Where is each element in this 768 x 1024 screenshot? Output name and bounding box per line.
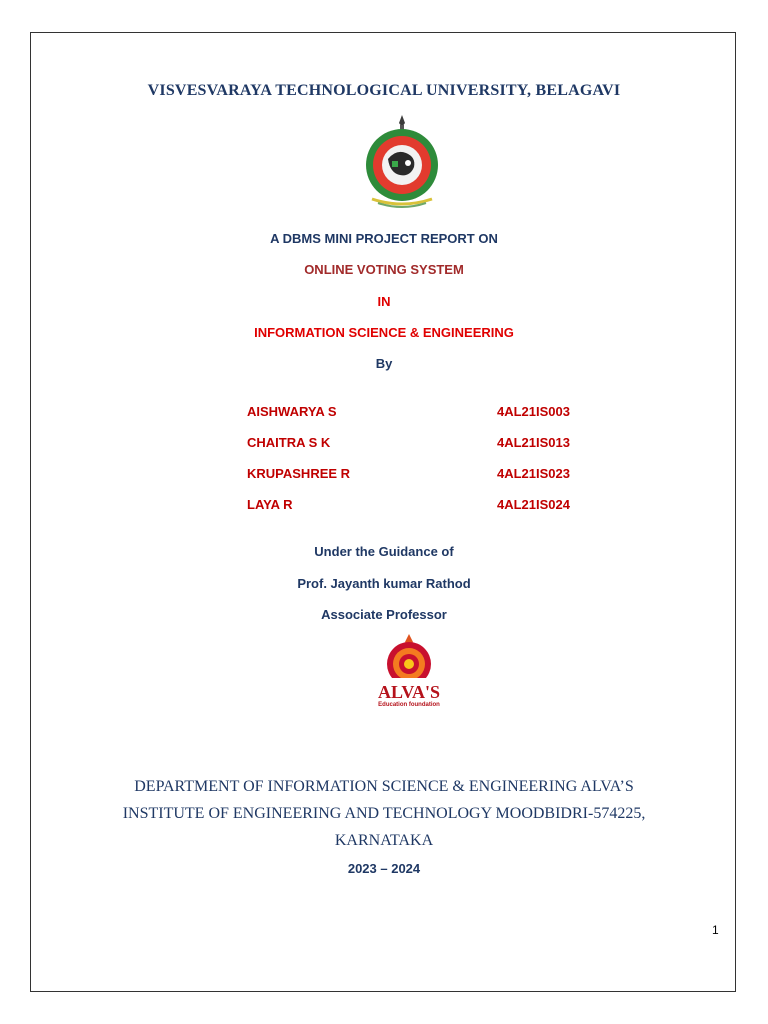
dept-line-3: KARNATAKA bbox=[334, 832, 434, 849]
student-usn: 4AL21IS013 bbox=[497, 435, 570, 450]
student-usn: 4AL21IS003 bbox=[497, 404, 570, 419]
university-title: VISVESVARAYA TECHNOLOGICAL UNIVERSITY, BELAGAVI bbox=[147, 82, 621, 99]
guidance-label: Under the Guidance of bbox=[314, 544, 454, 559]
alvas-tagline: Education foundation bbox=[378, 702, 440, 708]
student-usn: 4AL21IS024 bbox=[497, 497, 570, 512]
student-name: CHAITRA S K bbox=[247, 435, 331, 450]
by-label: By bbox=[375, 356, 393, 371]
alvas-emblem-icon bbox=[367, 632, 451, 684]
alvas-name: ALVA'S bbox=[377, 682, 441, 702]
report-title: A DBMS MINI PROJECT REPORT ON bbox=[270, 231, 498, 246]
student-name: LAYA R bbox=[247, 497, 293, 512]
guide-name: Prof. Jayanth kumar Rathod bbox=[297, 576, 471, 591]
student-name: KRUPASHREE R bbox=[247, 466, 351, 481]
student-name: AISHWARYA S bbox=[247, 404, 337, 419]
vtu-emblem-icon bbox=[362, 113, 442, 211]
page-number: 1 bbox=[712, 923, 719, 937]
guide-designation: Associate Professor bbox=[321, 607, 447, 622]
dept-line-2: INSTITUTE OF ENGINEERING AND TECHNOLOGY MOODBIDRI-574225, bbox=[122, 805, 646, 822]
alvas-logo bbox=[367, 632, 451, 714]
vtu-logo bbox=[362, 113, 442, 211]
project-name: ONLINE VOTING SYSTEM bbox=[304, 262, 464, 277]
in-label: IN bbox=[377, 294, 391, 309]
academic-year: 2023 – 2024 bbox=[347, 861, 421, 876]
dept-line-1: DEPARTMENT OF INFORMATION SCIENCE & ENGINEERING ALVA’S bbox=[134, 778, 634, 795]
student-usn: 4AL21IS023 bbox=[497, 466, 570, 481]
branch-name: INFORMATION SCIENCE & ENGINEERING bbox=[254, 325, 514, 340]
